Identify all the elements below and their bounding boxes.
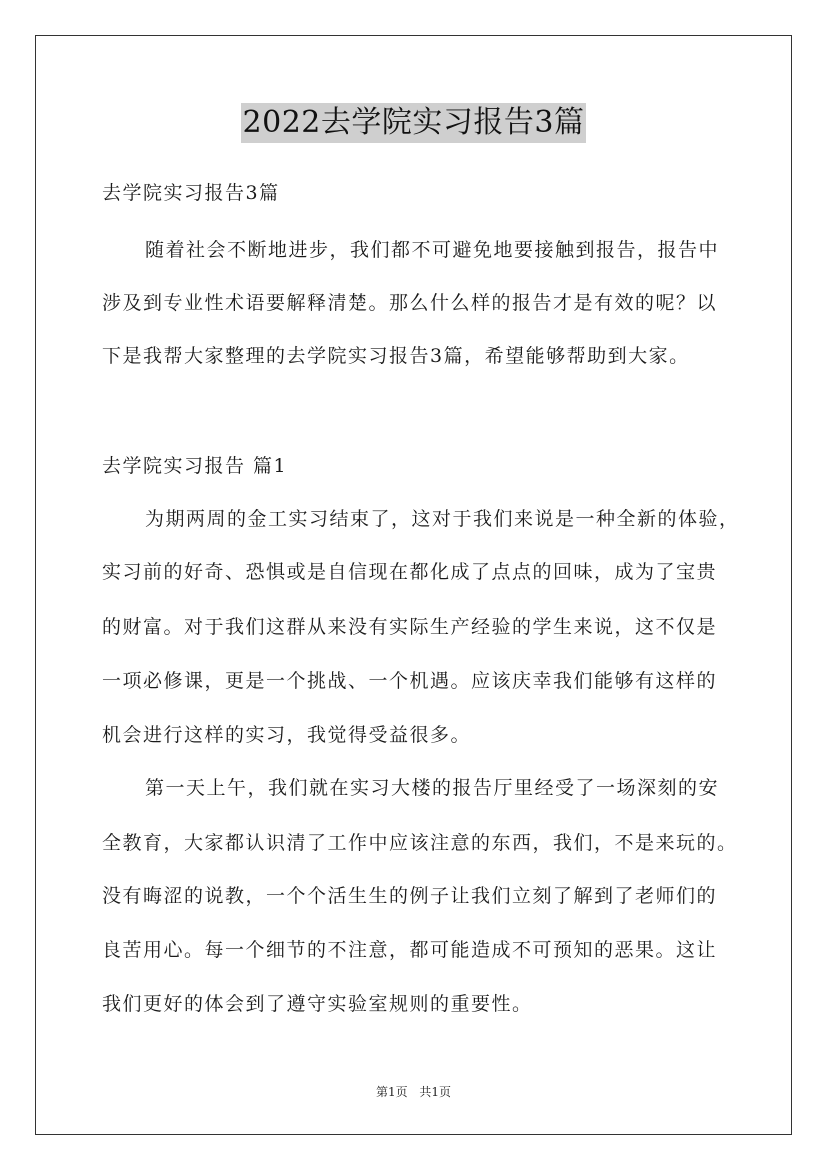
section-heading: 去学院实习报告 篇1 <box>102 455 288 477</box>
page-footer <box>0 1084 827 1100</box>
paragraph-line: 实习前的好奇、恐惧或是自信现在都化成了点点的回味，成为了宝贵 <box>102 561 718 583</box>
document-subtitle: 去学院实习报告3篇 <box>102 182 280 204</box>
paragraph-line: 我们更好的体会到了遵守实验室规则的重要性。 <box>102 993 533 1015</box>
paragraph-line: 为期两周的金工实习结束了，这对于我们来说是一种全新的体验， <box>145 508 740 530</box>
paragraph-line: 一项必修课，更是一个挑战、一个机遇。应该庆幸我们能够有这样的 <box>102 670 718 692</box>
intro-line: 随着社会不断地进步，我们都不可避免地要接触到报告，报告中 <box>145 239 720 261</box>
intro-line: 涉及到专业性术语要解释清楚。那么什么样的报告才是有效的呢？以 <box>102 292 718 314</box>
paragraph-line: 第一天上午，我们就在实习大楼的报告厅里经受了一场深刻的安 <box>145 777 720 799</box>
paragraph-line: 良苦用心。每一个细节的不注意，都可能造成不可预知的恶果。这让 <box>102 939 718 961</box>
title-container <box>0 103 827 143</box>
document-title: 2022去学院实习报告3篇 <box>241 103 587 143</box>
intro-line: 下是我帮大家整理的去学院实习报告3篇，希望能够帮助到大家。 <box>102 345 690 367</box>
page-total: 共1页 <box>419 1085 452 1099</box>
paragraph-line: 的财富。对于我们这群从来没有实际生产经验的学生来说，这不仅是 <box>102 616 718 638</box>
paragraph-line: 全教育，大家都认识清了工作中应该注意的东西，我们，不是来玩的。 <box>102 832 738 854</box>
page-number: 第1页 <box>375 1085 408 1099</box>
paragraph-line: 没有晦涩的说教，一个个活生生的例子让我们立刻了解到了老师们的 <box>102 885 718 907</box>
paragraph-line: 机会进行这样的实习，我觉得受益很多。 <box>102 724 472 746</box>
